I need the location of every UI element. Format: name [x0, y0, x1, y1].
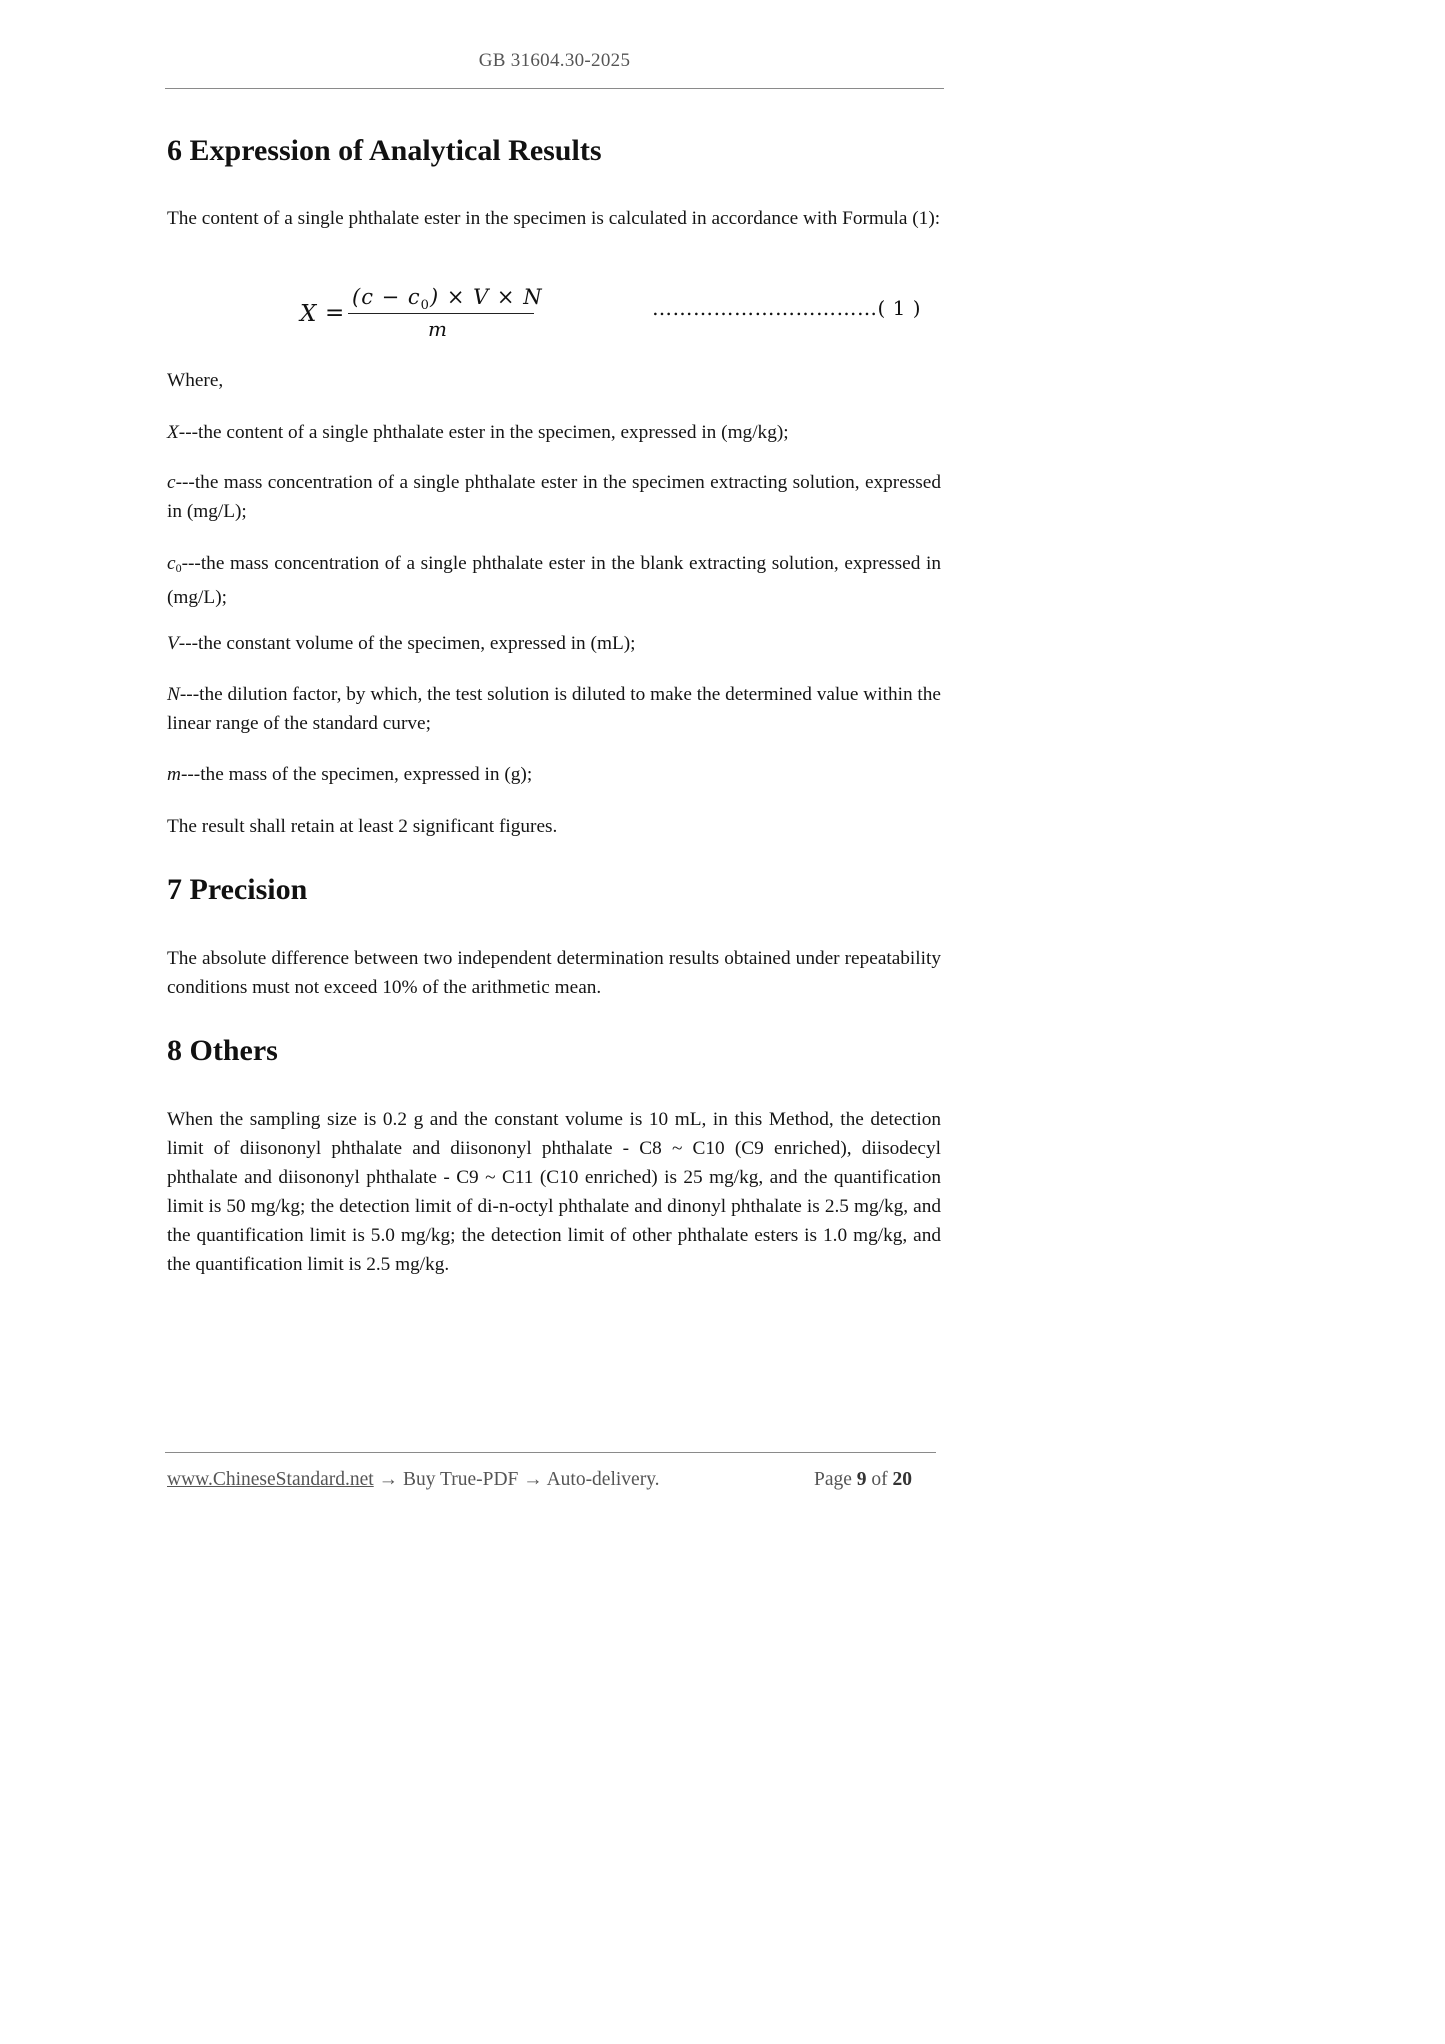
significant-figures-note: The result shall retain at least 2 significant figures. [167, 816, 558, 837]
definition-c0 [167, 549, 941, 612]
page-indicator [814, 1469, 912, 1491]
definition-v [167, 629, 941, 658]
formula-1 [300, 280, 543, 350]
page-header: GB 31604.30-2025 [478, 50, 631, 71]
section-7-heading: 7 Precision [167, 873, 308, 906]
formula-numerator [352, 285, 543, 313]
definition-symbol: c [167, 472, 176, 493]
definition-c [167, 468, 941, 526]
of-label: of [871, 1469, 888, 1490]
section-6-intro: The content of a single phthalate ester in the specimen is calculated in accordance with Formula (1): [167, 208, 941, 229]
section-8-text: When the sampling size is 0.2 g and the constant volume is 10 mL, in this Method, the detection limit of diisononyl phthalate and diisononyl phthalate - C8 ~ C10 (C9 enriched), diisodecyl phthalate and diisononyl phthalate - C9 ~ C11 (C10 enriched) is 25 mg/kg, and the quantification limit is 50 mg/kg; the detection limit of di-n-octyl phthalate and dinonyl phthalate is 2.5 mg/kg, and the quantification limit is 5.0 mg/kg; the detection limit of other phthalate esters is 1.0 mg/kg, and the quantification limit is 2.5 mg/kg. [167, 1109, 941, 1275]
definition-text: ---the mass concentration of a single phthalate ester in the blank extracting solution, expressed in (mg/L); [167, 553, 941, 608]
arrow-right-icon: → [378, 1469, 399, 1490]
formula-denominator: m [428, 317, 447, 341]
formula-leader-dots: …………………………… [652, 296, 878, 320]
current-page-number: 9 [856, 1469, 867, 1490]
definition-m [167, 760, 941, 789]
formula-number [652, 296, 921, 320]
definition-symbol: X [167, 422, 179, 443]
section-7-text: The absolute difference between two independent determination results obtained under repeatability conditions must not exceed 10% of the arithmetic mean. [167, 948, 941, 998]
formula-number-label: ( 1 ) [877, 296, 922, 320]
formula-numerator-head: (c − c [352, 285, 421, 309]
footer-divider [165, 1452, 936, 1453]
definition-text: ---the mass of the specimen, expressed in (g); [180, 764, 533, 785]
section-6-heading: 6 Expression of Analytical Results [167, 134, 602, 167]
footer-buy-text: Buy True-PDF [402, 1469, 519, 1490]
definition-text: ---the content of a single phthalate ester in the specimen, expressed in (mg/kg); [178, 422, 789, 443]
header-divider [165, 88, 944, 89]
formula-equals: = [325, 300, 345, 326]
definition-text: ---the dilution factor, by which, the test solution is diluted to make the determined value within the linear range of the standard curve; [167, 684, 941, 734]
formula-numerator-tail: ) × V × N [429, 285, 543, 309]
definition-n [167, 680, 941, 738]
definition-subscript: 0 [175, 561, 182, 575]
definition-text: ---the constant volume of the specimen, expressed in (mL); [178, 633, 636, 654]
arrow-right-icon: → [523, 1469, 543, 1490]
footer-promo [167, 1469, 660, 1491]
section-8-heading: 8 Others [167, 1034, 278, 1067]
footer-website-link[interactable]: www.ChineseStandard.net [167, 1469, 374, 1490]
definition-symbol: c [167, 553, 176, 574]
where-label: Where, [167, 370, 224, 391]
definition-x [167, 418, 941, 447]
formula-lhs: X [300, 301, 317, 327]
definition-symbol: N [167, 684, 180, 705]
total-page-count: 20 [892, 1469, 913, 1490]
definition-symbol: m [167, 764, 181, 785]
definition-symbol: V [167, 633, 179, 654]
definition-text: ---the mass concentration of a single phthalate ester in the specimen extracting solution, expressed in (mg/L); [167, 472, 941, 522]
footer-delivery-text: Auto-delivery. [546, 1469, 660, 1490]
page-label: Page [814, 1469, 852, 1490]
formula-numerator-subscript: 0 [420, 298, 430, 314]
formula-fraction-bar [348, 313, 534, 314]
